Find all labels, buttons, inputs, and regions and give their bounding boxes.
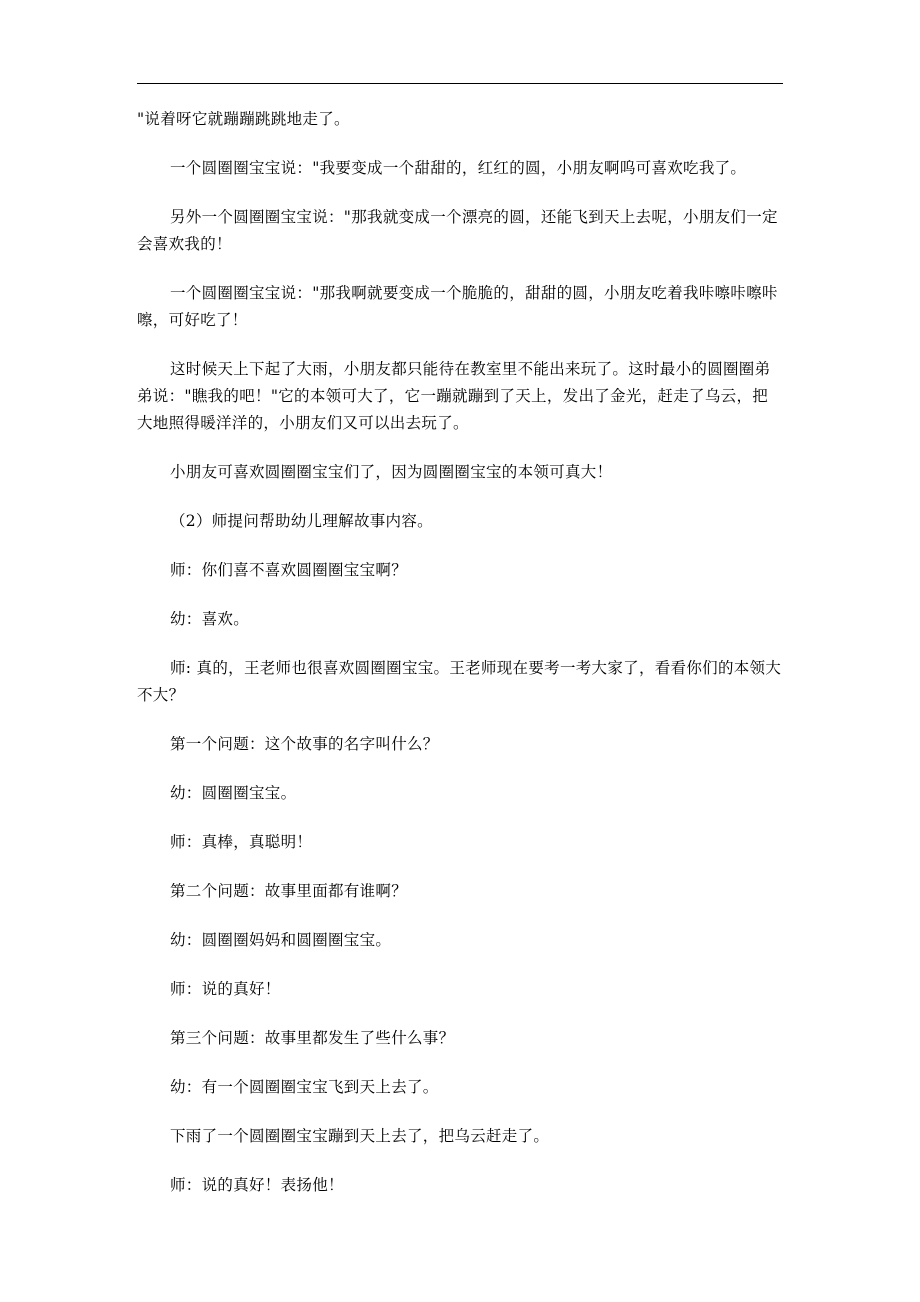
paragraph-9: 幼：喜欢。 — [170, 610, 250, 628]
paragraph-12: 幼：圆圈圈宝宝。 — [170, 784, 297, 802]
paragraph-19: 下雨了一个圆圈圈宝宝蹦到天上去了，把乌云赶走了。 — [170, 1127, 550, 1145]
paragraph-3: 另外一个圆圈圈宝宝说："那我就变成一个漂亮的圆，还能飞到天上去呢，小朋友们一定会喜欢我的！ — [137, 208, 778, 253]
paragraph-16: 师：说的真好！ — [170, 980, 281, 998]
paragraph-1: "说着呀它就蹦蹦跳跳地走了。 — [137, 110, 350, 128]
paragraph-17: 第三个问题：故事里都发生了些什么事？ — [170, 1029, 455, 1047]
paragraph-6: 小朋友可喜欢圆圈圈宝宝们了，因为圆圈圈宝宝的本领可真大！ — [170, 463, 613, 481]
paragraph-10: 师: 真的，王老师也很喜欢圆圈圈宝宝。王老师现在要考一考大家了，看看你们的本领大不大？ — [137, 659, 782, 704]
paragraph-13: 师：真棒，真聪明！ — [170, 833, 313, 851]
paragraph-4: 一个圆圈圈宝宝说："那我啊就要变成一个脆脆的，甜甜的圆，小朋友吃着我咔嚓咔嚓咔嚓，可好吃了！ — [137, 284, 778, 329]
paragraph-5: 这时候天上下起了大雨，小朋友都只能待在教室里不能出来玩了。这时最小的圆圈圈弟弟说："瞧我的吧！"它的本领可大了，它一蹦就蹦到了天上，发出了金光，赶走了乌云，把大地照得暖洋洋的，小朋友们又可以出去玩了。 — [137, 360, 771, 432]
paragraph-2: 一个圆圈圈宝宝说："我要变成一个甜甜的，红红的圆，小朋友啊呜可喜欢吃我了。 — [170, 159, 747, 177]
paragraph-18: 幼：有一个圆圈圈宝宝飞到天上去了。 — [170, 1078, 439, 1096]
document-body — [137, 106, 783, 1221]
paragraph-20: 师：说的真好！表扬他！ — [170, 1176, 344, 1194]
paragraph-8: 师：你们喜不喜欢圆圈圈宝宝啊？ — [170, 561, 408, 579]
header-rule — [137, 83, 783, 84]
paragraph-11: 第一个问题：这个故事的名字叫什么？ — [170, 735, 439, 753]
paragraph-15: 幼：圆圈圈妈妈和圆圈圈宝宝。 — [170, 931, 392, 949]
paragraph-7: （2）师提问帮助幼儿理解故事内容。 — [170, 512, 433, 530]
paragraph-14: 第二个问题：故事里面都有谁啊？ — [170, 882, 408, 900]
